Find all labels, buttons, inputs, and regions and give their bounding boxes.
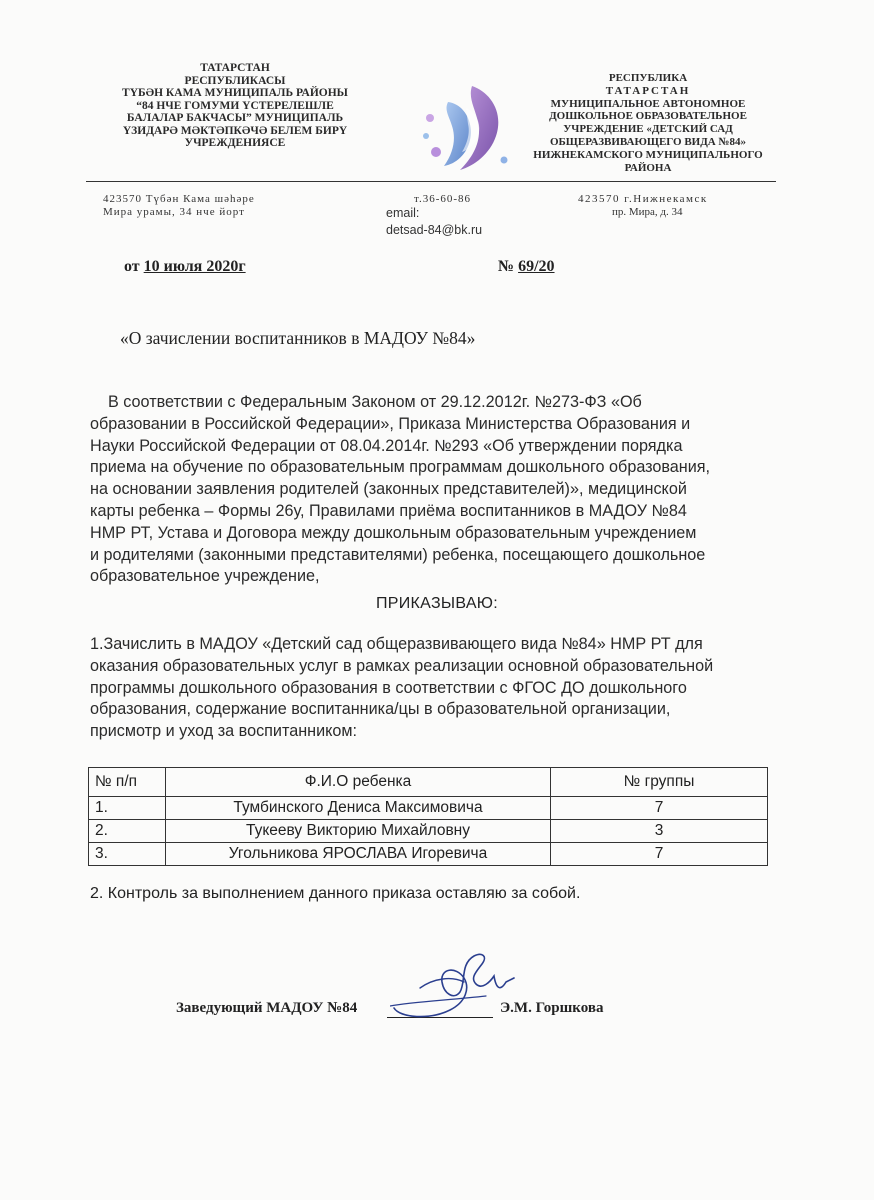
school-emblem-logo (412, 78, 522, 178)
header-cell-name: Ф.И.О ребенка (166, 768, 551, 797)
preamble-line: Науки Российской Федерации от 08.04.2014г. №293 «Об утверждении порядка (90, 436, 683, 455)
header-cell-group: № группы (551, 768, 768, 797)
preamble-line: В соответствии с Федеральным Законом от 29.12.2012г. №273-ФЗ «Об (90, 393, 642, 411)
item1-line: оказания образовательных услуг в рамках реализации основной образовательной (90, 656, 714, 675)
order-heading: ПРИКАЗЫВАЮ: (375, 595, 499, 612)
item1-line: 1.Зачислить в МАДОУ «Детский сад общеразвивающего вида №84» НМР РТ для (90, 635, 703, 653)
doc-date-prefix: от (124, 258, 144, 275)
preamble-line: НМР РТ, Устава и Договора между дошкольным образовательным учреждением (90, 523, 697, 542)
header-left-line: УЧРЕЖДЕНИЯСЕ (184, 137, 286, 149)
doc-number-value: 69/20 (518, 258, 555, 275)
item1-line: присмотр и уход за воспитанником: (90, 722, 358, 741)
cell-group: 7 (551, 797, 768, 820)
signer-name: Э.М. Горшкова (500, 1000, 604, 1016)
cell-number: 1. (89, 797, 166, 820)
cell-group: 3 (551, 820, 768, 843)
cell-name: Угольникова ЯРОСЛАВА Игоревича (166, 843, 551, 866)
header-right-block (528, 72, 768, 174)
children-table (88, 767, 768, 866)
preamble-line: образовательное учреждение, (90, 567, 320, 586)
preamble-line: образовании в Российской Федерации», Приказа Министерства Образования и (90, 414, 691, 433)
cell-name: Тукееву Викторию Михайловну (166, 820, 551, 843)
header-left-block (100, 62, 370, 150)
preamble-line: карты ребенка – Формы 26у, Правилами приёма воспитанников в МАДОУ №84 (90, 501, 687, 520)
header-left-line: ҮЗИДАРӘ МӘКТӘПКӘЧӘ БЕЛЕМ БИРҮ (122, 124, 348, 137)
table-row (89, 820, 768, 843)
item2-control: 2. Контроль за выполнением данного приказа оставляю за собой. (90, 885, 581, 902)
address-left-2: Мира урамы, 34 нче йорт (103, 206, 245, 218)
item1-line: программы дошкольного образования в соответствии с ФГОС ДО дошкольного (90, 678, 687, 697)
header-right-line: ТАТАРСТАН (605, 84, 691, 97)
address-right-2: пр. Мира, д. 34 (612, 206, 683, 218)
preamble-line: и родителями (законными представителями) ребенка, посещающего дошкольное (90, 545, 706, 564)
header-right-line: МУНИЦИПАЛЬНОЕ АВТОНОМНОЕ (550, 97, 746, 110)
cell-group: 7 (551, 843, 768, 866)
preamble-line: приема на обучение по образовательным программам дошкольного образования, (90, 458, 711, 477)
cell-number: 2. (89, 820, 166, 843)
cell-number: 3. (89, 843, 166, 866)
table-row (89, 797, 768, 820)
doc-number-prefix: № (498, 258, 519, 275)
header-left-line: ТАТАРСТАН (200, 62, 270, 74)
item1-line: образования, содержание воспитанника/цы в образовательной организации, (90, 700, 671, 719)
preamble-line: на основании заявления родителей (законных представителей)», медицинской (90, 480, 687, 499)
table-header-row (89, 768, 768, 797)
address-right-1: 423570 г.Нижнекамск (578, 193, 708, 205)
header-left-line: “84 НЧЕ ГОМУМИ ҮСТЕРЕЛЕШЛЕ (136, 99, 334, 112)
header-left-line: ТҮБӘН КАМА МУНИЦИПАЛЬ РАЙОНЫ (122, 87, 348, 99)
email-label: email: (386, 206, 420, 220)
header-right-line: НИЖНЕКАМСКОГО МУНИЦИПАЛЬНОГО (533, 148, 763, 161)
header-right-line: ОБЩЕРАЗВИВАЮЩЕГО ВИДА №84» (549, 135, 747, 148)
item1-paragraph (90, 634, 780, 743)
email-address[interactable]: detsad-84@bk.ru (386, 223, 483, 237)
table-row (89, 843, 768, 866)
cell-name: Тумбинского Дениса Максимовича (166, 797, 551, 820)
doc-date-value: 10 июля 2020г (143, 258, 246, 275)
header-left-line: БАЛАЛАР БАКЧАСЫ” МУНИЦИПАЛЬ (126, 112, 344, 124)
signer-title: Заведующий МАДОУ №84 (176, 1000, 358, 1016)
header-right-line: РАЙОНА (624, 161, 672, 174)
doc-date (124, 258, 246, 276)
header-cell-number: № п/п (89, 768, 166, 797)
header-left-line: РЕСПУБЛИКАСЫ (184, 74, 286, 87)
header-right-line: РЕСПУБЛИКА (608, 72, 688, 84)
phone-number: т.36-60-86 (414, 193, 472, 205)
header-right-line: ДОШКОЛЬНОЕ ОБРАЗОВАТЕЛЬНОЕ (549, 110, 747, 123)
header-right-line: УЧРЕЖДЕНИЕ «ДЕТСКИЙ САД (563, 123, 733, 136)
address-left-1: 423570 Түбән Кама шәһәре (103, 193, 255, 205)
header-divider (86, 181, 776, 182)
preamble-paragraph (90, 392, 780, 588)
doc-subject: «О зачислении воспитанников в МАДОУ №84» (120, 328, 476, 348)
doc-number (498, 258, 555, 276)
